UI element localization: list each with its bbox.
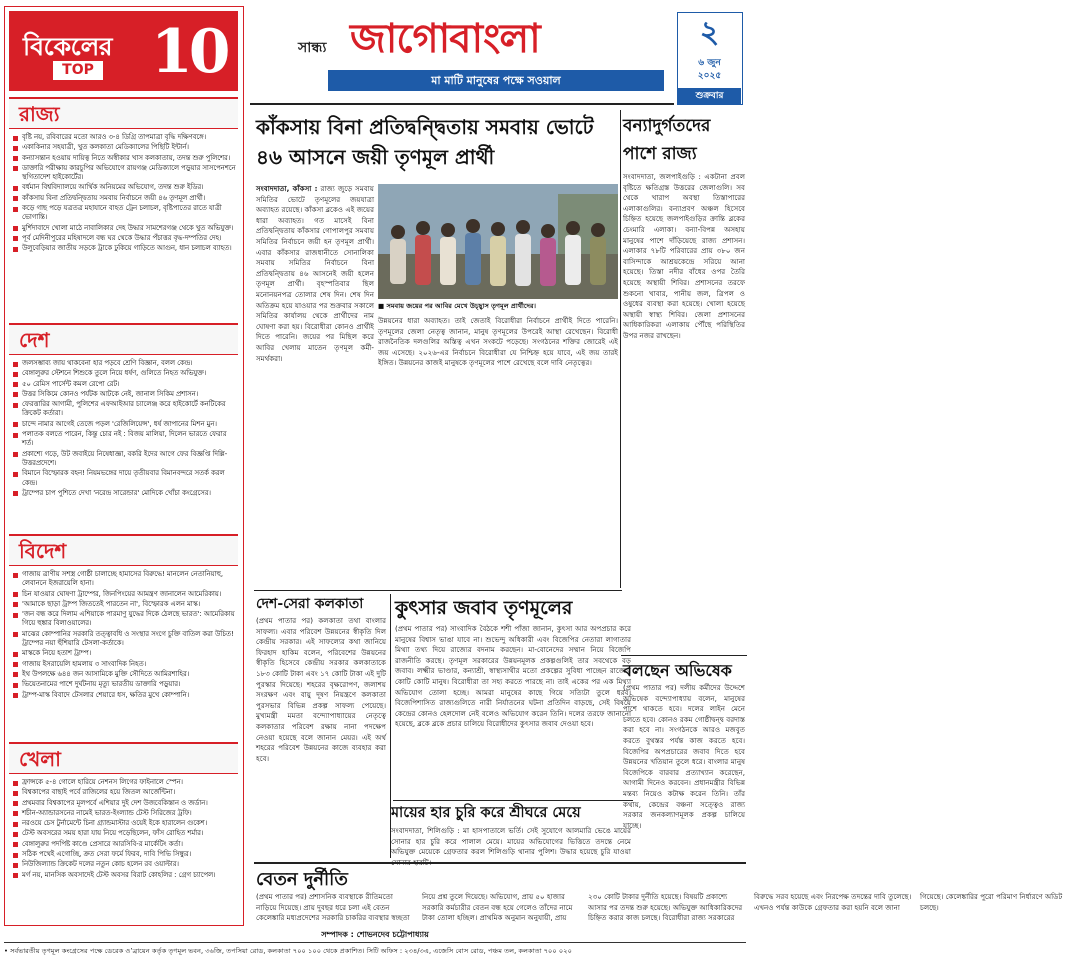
mother-headline[interactable]: মায়ের হার চুরি করে শ্রীঘরে মেয়ে [391,804,581,821]
date-weekday: শুক্রবার [678,88,741,104]
section-rule [621,655,747,656]
section-list-national [13,359,237,531]
news-item[interactable]: মাস্ককে নিয়ে হতাশ ট্রাম্প। [13,649,237,658]
section-list-state [13,133,237,321]
slander-body: (প্রথম পাতার পর) সাংবাদিক বৈঠকে শশী পাঁজা জানান, কুৎসা আর অপপ্রচার করে মানুষের বিশ্বাস ভাঙা যাবে না। শুভেন্দু অধিকারী এবং বিজেপির নেতারা লাগাতার মিথ্যা তথ্য দিয়ে রাজ্যের বদনাম করছেন। মা-বোনেদের সম্মান নিয়ে বিজেপি রাজনীতি করছে। তৃণমূল সরকারের উন্নয়নমূলক প্রকল্পগুলিই তার সবথেকে বড় জবাব। লক্ষ্মীর ভাণ্ডার, কন্যাশ্রী, স্বাস্থ্যসাথীর মতো প্রকল্পের সুবিধা পাচ্ছেন রাজ্যের কোটি কোটি মানুষ। বিরোধীরা তা সহ্য করতে পারছে না। তাই একের পর এক মিথ্যা অভিযোগ তোলা হচ্ছে। আমরা মানুষের কাছে গিয়ে সত্যিটা তুলে ধরব। বিজেপিশাসিত রাজ্যগুলিতে নারী নির্যাতনের ঘটনা প্রতিদিন বাড়ছে, সেই বিষয়ে কেন্দ্রের কোনও হেলদোল নেই বলেও অভিযোগ করেন তিনি। দলের তরফে জানানো হয়েছে, ব্লকে ব্লকে প্রচার চালিয়ে বিরোধীদের কুৎসার জবাব দেওয়া হবে। [395,624,631,729]
news-item[interactable]: টেস্ট অবসরের সময় হারা যায় নিয়ে পড়েছিলেন, ফাঁস রোহিত শর্মার। [13,829,237,838]
section-rule [393,800,633,801]
news-item[interactable]: সঠিক পথেই এগোচ্ছি, ক্রত সেরা ফর্মে ফিরব, দাবি পিভি সিন্ধুর। [13,850,237,859]
news-item[interactable]: কাঁকসায় বিনা প্রতিদ্বন্দ্বিতায় সমবায় নির্বাচনে জয়ী ৪৬ তৃণমূল প্রার্থী। [13,194,237,203]
top10-sidebar [4,6,244,926]
news-item[interactable]: শচীন-অ্যান্ডারসনের নামেই ভারত-ইংল্যান্ড টেস্ট সিরিজের ট্রফি। [13,809,237,818]
news-item[interactable]: বর্ধমান বিশ্ববিদ্যালয়ে আর্থিক অনিয়মের অভিযোগ, তদন্ত শুরু ইডির। [13,183,237,192]
section-rule [254,862,746,864]
news-item[interactable]: নিউজিল্যান্ড ক্রিকেট দলের নতুন কোচ হলেন রব ওয়াল্টার। [13,860,237,869]
salary-body: (প্রথম পাতার পর) প্রশাসনিক ব্যবস্থাকে রীতিমতো নাড়িয়ে দিয়েছে। প্রায় দুবছর ধরে চলা এই বেতন কেলেঙ্কারি মধ্যপ্রদেশের সরকারি চাকরির ব্যবস্থার স্বচ্ছতা নিয়ে প্রশ্ন তুলে দিয়েছে। অভিযোগ, প্রায় ৫০ হাজার সরকারি কর্মচারীর বেতন বন্ধ হয়ে গেলেও তাঁদের নামে টাকা তোলা হচ্ছিল। প্রাথমিক অনুমান অনুযায়ী, প্রায় ২৩০ কোটি টাকার দুর্নীতি হয়েছে। বিষয়টি প্রকাশ্যে আসার পর তদন্ত শুরু হয়েছে। অভিযুক্ত আধিকারিকদের চিহ্নিত করার কাজ চলছে। বিরোধীরা রাজ্য সরকারের বিরুদ্ধে সরব হয়েছে এবং নিরপেক্ষ তদন্তের দাবি তুলেছে। এখনও পর্যন্ত কাউকে গ্রেফতার করা হয়নি বলে জানা গিয়েছে। কেলেঙ্কারির পুরো পরিমাণ নির্ধারণে অডিট চলছে। [256,892,1063,923]
news-item[interactable]: ফ্রান্সকে ৫-৪ গোলে হারিয়ে নেশনস লিগের ফাইনালে স্পেন। [13,778,237,787]
section-list-foreign [13,570,237,738]
photo-caption: ■ সমবায় জয়ের পর আবির মেখে উচ্ছ্বাস তৃণমূল প্রার্থীদের। [378,299,618,313]
news-item[interactable]: পলাতক বলতে পারেন, কিন্তু চোর নই : বিজয় মালিয়া, দিলেন ভারতে ফেরার শর্ত। [13,430,237,449]
news-item[interactable]: উলুবেড়িয়ার জাতীয় সড়কে ট্রাকে ঢুকিয়ে গাড়িতে আগুন, ধান চলাচল ব্যাহত। [13,244,237,253]
news-item[interactable]: জলসম্ভাব্য জায় থাকবেনা হার পড়বে শ্রেণি বিজ্ঞান, বলল কেন্দ্র। [13,359,237,368]
masthead-title: জাগোবাংলা [350,15,540,62]
section-rule [254,590,622,591]
kolkata-headline[interactable]: দেশ-সেরা কলকাতা [256,596,364,612]
news-item[interactable]: বিশ্বকাপের বাছাই পর্বে রাজিলের হয়ে জিতল আর্জেন্টিনা। [13,788,237,797]
main-body-right: উন্নয়নের ধারা অব্যাহত। তাই জেতাই বিরোধীরা নির্বাচনে প্রার্থীই দিতে পারেনি। তৃণমূলের জেলা নেতৃত্ব জানান, মানুষ তৃণমূলের উপরেই আস্থা রেখেছেন। বিরোধী রাজনৈতিক দলগুলির অস্তিত্ব এখন সংকটে পড়েছে। সংগঠনের শক্তির জোরেই এই জয় এসেছে। ২০২৬-এর নির্বাচনে বিরোধীরা যে নিশ্চিহ্ন হয়ে যাবে, এই জয় তারই ইঙ্গিত। উন্নয়নের কাজই মানুষকে তৃণমূলের পাশে রেখেছে বলে দাবি নেতৃত্বের। [378,316,618,368]
news-item[interactable]: 'আমাকে ছাড়া ট্রাম্প জিততেই পারতেন না', বিস্ফোরক এলন মাস্ক। [13,600,237,609]
news-item[interactable]: বিমানে বিস্ফোরক বহন! নিয়মভঙ্গের দায়ে তৃতীয়বার বিমানবন্দরে সতর্ক করল কেন্দ্র। [13,469,237,488]
news-item[interactable]: পূর্ব মেদিনীপুরের মহিষাদলে বন্ধ ঘর থেকে উদ্ধার পঁচাত্তর বৃদ্ধ-দম্পতির দেহ। [13,234,237,243]
column-rule [620,110,621,588]
news-item[interactable]: প্রথমবার বিশ্বকাপের মূলপর্বে এশিয়ার দুই দেশ উজবেকিস্তান ও জর্ডান। [13,799,237,808]
news-item[interactable]: প্রকাশ্যে গড়ে, উট জবাইয়ে নিষেধাজ্ঞা, বকরি ইদের আগে ফের বিজ্ঞপ্তি দিল্লি-উত্তরপ্রদেশে। [13,450,237,469]
news-item[interactable]: ট্রাম্পের চাপ পুশিতে দেখা 'নরেন্দ্র সারেন্ডার' মোদিকে খোঁচা কংগ্রেসের। [13,489,237,498]
date-page-number: ২ [699,15,720,50]
section-head-state: রাজ্য [9,97,238,129]
kolkata-body: (প্রথম পাতার পর) কলকাতা তথা বাংলার সাফল্য। এবার পরিবেশ উন্নয়নের স্বীকৃতি দিল কেন্দ্রীয় সরকার। এই সাফল্যের কথা জানিয়ে ফিরহাদ হাকিম বলেন, পরিবেশের উন্নয়নের স্বীকৃতি হিসেবে কেন্দ্রীয় সরকার কলকাতাকে ১৮৩ কোটি টাকা এবং ১৭ কোটি টাকা এই দুটি পুরস্কার দিয়েছে। শহরের বৃক্ষরোপণ, জলাশয় সংরক্ষণ এবং বায়ু দূষণ নিয়ন্ত্রণে কলকাতা পুরসভার বিভিন্ন প্রকল্প সাফল্য পেয়েছে। মুখ্যমন্ত্রী মমতা বন্দ্যোপাধ্যায়ের নেতৃত্বে কলকাতার পরিবেশ রক্ষায় নানা পদক্ষেপ নেওয়া হয়েছে বলে জানান মেয়র। এই অর্থ শহরের পরিবেশ উন্নয়নের কাজে ব্যবহার করা হবে। [256,616,386,763]
news-item[interactable]: 'জন বন্ধ করে দিলাম এশিয়াকে পারমাণু যুদ্ধের দিকে ঠেলছে ভারত': আমেরিকায় গিয়ে হুঙ্কার বিলাওয়ালের। [13,610,237,629]
news-item[interactable]: চিন যাওয়ার ঘোষণা ট্রাম্পের, জিনপিংয়ের আমন্ত্রণ জানালেন আমেরিকায়। [13,590,237,599]
news-item[interactable]: ডাক্তারি পরীক্ষায় কারচুপির অভিযোগে রায়গঞ্জ মেডিক্যালে পড়ুয়ার সাসপেনশনে স্থগিতাদেশ হাইকোর্টের। [13,164,237,183]
news-item[interactable]: চান্দে নামার আগেই তেজে পড়ল 'রেজিলিয়েন্স', ধর্ষ জাপানের মিশন মুন। [13,420,237,429]
footer-editor: সম্পাদক : শোভনদেব চট্টোপাধ্যায় [321,930,429,939]
banner-number: 10 [151,17,227,87]
banner-title: বিকেলের [23,32,113,61]
footer-imprint: • সর্বভারতীয় তৃণমূল কংগ্রেসের পক্ষে ডেরেক ও’ব্রায়েন কর্তৃক তৃণমূল ভবন, ৩৬জি, তপসিয়া রোড, কলকাতা ৭০০ ১০০ থেকে প্রকাশিত। সিটি অফিস : ২৩৪/৩এ, এজেসি বোস রোড, পঞ্চম তল, কলকাতা ৭০০ ০২০ [4,942,746,958]
news-item[interactable]: নরওয়ে চেস টুর্নামেন্টে চিনা গ্র্যান্ডমাস্টার ওয়েই ইকে হারালেন গুকেশ। [13,819,237,828]
flood-headline[interactable]: বন্যাদুর্গতদের পাশে রাজ্য [623,116,711,164]
masthead-tagline: মা মাটি মানুষের পক্ষে সওয়াল [328,70,664,91]
mother-body: সংবাদদাতা, শিলিগুড়ি : মা হাসপাতালে ভর্তি। সেই সুযোগে আলমারি ভেঙে মায়ের সোনার হার চুরি করে পালাল মেয়ে। মায়ের অভিযোগের ভিত্তিতে তদন্তে নেমে অভিযুক্ত মেয়েকে গ্রেফতার করল শিলিগুড়ি থানার পুলিশ। উদ্ধার হয়েছে চুরি যাওয়া [391,826,631,857]
salary-headline[interactable]: বেতন দুর্নীতি [256,869,348,890]
section-head-sports: খেলা [9,742,238,774]
advice-body: (প্রথম পাতার পর) দলীয় কর্মীদের উদ্দেশে অভিষেক বন্দ্যোপাধ্যায় বলেন, মানুষের পাশে থাকতে হবে। দলের লাইন মেনে চলতে হবে। কোনও রকম গোষ্ঠীদ্বন্দ্ব বরদাস্ত করা হবে না। সংগঠনকে আরও মজবুত করতে বুথস্তর পর্যন্ত কাজ করতে হবে। বিজেপির অপপ্রচারের জবাব দিতে হবে উন্নয়নের খতিয়ান তুলে ধরে। বাংলার মানুষ বিজেপিকে বারবার প্রত্যাখ্যান করেছেন, আগামী দিনেও করবেন। প্রধানমন্ত্রীর বিভিন্ন মন্তব্য নিয়েও কটাক্ষ করেন তিনি। তাঁর কথায়, কেন্দ্রের বঞ্চনা সত্ত্বেও রাজ্য সরকার জনকল্যাণমূলক প্রকল্প চালিয়ে যাচ্ছে। [623,683,745,830]
news-item[interactable]: গাজায় ইসরায়েলি হামলায় ৩ সাংবাদিক নিহত। [13,660,237,669]
news-item[interactable]: কড়ে গাছ পড়ে যত্রতত্র মহাযানে বাহত ট্রেন চলাচল, বৃষ্টিপাতের রাতে যাত্রী ভোগান্তি। [13,204,237,223]
news-item[interactable]: কন্যাসন্তান হওয়ায় দায়িত্ব নিতে অস্বীকার খাস কলকাতায়, তদন্ত শুরু পুলিশের। [13,154,237,163]
section-list-sports [13,778,237,922]
slander-headline[interactable]: কুৎসার জবাব তৃণমূলের [395,597,573,619]
news-item[interactable]: একাকিনার সহযাত্রী, খুত কলকাতা মেডিক্যালের পিছিটি ইন্টার্ন। [13,143,237,152]
main-headline[interactable]: কাঁকসায় বিনা প্রতিদ্বন্দ্বিতায় সমবায় ভোটে ৪৬ আসনে জয়ী তৃণমূল প্রার্থী [256,115,594,169]
news-item[interactable]: ৫০ রেমিস পার্সেন্ট কমল রেপো রেট। [13,380,237,389]
flood-body: সংবাদদাতা, জলপাইগুড়ি : একটানা প্রবল বৃষ্টিতে ক্ষতিগ্রস্ত উত্তরের জেলাগুলি। সব থেকে খারাপ অবস্থা তিস্তাপারের এলাকাগুলির। বন্যাপ্রবণ অঞ্চল হিসেবে চিহ্নিত হয়েছে জলপাইগুড়ির ক্রান্তি ব্লকের চেংমারি এলাকা। বন্যা-বিপন্ন অসহায় মানুষের পাশে দাঁড়িয়েছে রাজ্য প্রশাসন। এলাকার ৭৮টি পরিবারের প্রায় ৩৮০ জন বাসিন্দাকে আশ্রয়কেন্দ্রে সরিয়ে আনা হয়েছে। তিস্তা নদীর বাঁধের ওপর তৈরি হয়েছে অস্থায়ী শিবির। প্রশাসনের তরফে শুকনো খাবার, পানীয় জল, ত্রিপল ও ওষুধের ব্যবস্থা করা হয়েছে। খোলা হয়েছে অস্থায়ী স্বাস্থ্য শিবির। জেলা প্রশাসনের আধিকারিকরা এলাকায় পৌঁছে পরিস্থিতির উপর নজর রাখছেন। [623,172,745,340]
banner-subtitle: TOP [53,61,103,80]
news-item[interactable]: মুর্শিদাবাদে খোলা মাঠে নাবালিকার দেহ উদ্ধার সামশেরগঞ্জ থেকে খুত অভিযুক্ত। [13,224,237,233]
news-item[interactable]: উত্তর সিকিমে কোনও পর্যটক আটকে নেই, জানাল সিকিম প্রশাসন। [13,390,237,399]
news-item[interactable]: ভিয়েতনামের পাশে দুর্ঘটনায় মৃত্যু ভারতীয় ডাক্তারি পড়ুয়ার। [13,680,237,689]
news-item[interactable]: গাজায় ত্রাণীয় সশস্ত্র গোষ্ঠী চালাচ্ছে হামাসের বিরুদ্ধে! মানলেন নেতানিয়াহু, লেবাননে ইজরায়েলি হানা। [13,570,237,589]
top10-banner [9,11,238,91]
date-box [677,12,743,105]
news-item[interactable]: মর্গ নয়, মানসিক অবসাদেই টেস্ট অবসর বিরাট কোহলির : গ্রেগ চ্যাপেল। [13,871,237,880]
news-item[interactable]: ফেরত্তারির আগামী, পুলিশের এফআইআর চ্যালেঞ্জ করে হাইকোর্টে কনটিকের ক্রিকেট কর্তারা। [13,400,237,419]
photo-image [378,184,618,299]
main-photo[interactable] [378,184,618,299]
news-item[interactable]: মাঝের কোম্পানির সরকারি তত্ত্বাবধি ও সংস্থার সংগে চুক্তি বাতিল করা উচিত! ট্রাম্পের নয়া হুঁশিয়ারি টেসলা-কর্তাকে। [13,630,237,649]
news-item[interactable]: ট্রাম্প-মাস্ক বিবাদে টেসলার শেয়ারে ধস, ক্ষতির মুখে কোম্পানি। [13,691,237,700]
section-head-foreign: বিদেশ [9,534,238,566]
news-item[interactable]: বেঙ্গালুরুর স্টেশনে শিশুকে তুলে নিয়ে ধর্ষণ, গুলিতে নিহত অভিযুক্ত। [13,369,237,378]
main-body-left: সংবাদদাতা, কাঁকসা : রাজ্য জুড়ে সমবায় সমিতির ভোটে তৃণমূলের জয়যাত্রা অব্যাহত রয়েছে। কাঁকসা ব্লকেও এই জয়ের ধারা অব্যাহত। গত মাসেই বিনা প্রতিদ্বন্দ্বিতায় কাঁকসার গোপালপুর সমবায় সমিতির নির্বাচনে জয়ী হন তৃণমূল প্রার্থী। এবার কাঁকসার রাজধানীতে সোনালিকা সমবায় সমিতির নির্বাচনে বিনা প্রতিদ্বন্দ্বিতায় ৪৬ আসনেই জয়ী হলেন তৃণমূল প্রার্থী। বৃহস্পতিবার ছিল মনোনয়নপত্র তোলার শেষ দিন। শেষ দিন অতিক্রম হয়ে যাওয়ার পর শুক্রবার সকালে সমিতির কার্যালয় থেকে প্রার্থীদের নাম ঘোষণা করা হয়। বিরোধীরা কোনও প্রার্থীই দিতে পারেনি। জয়ের পর মিছিল করে আবির খেলায় মাতেন তৃণমূল কর্মী-সমর্থকরা। [256,184,374,363]
news-item[interactable]: বৃষ্টি নয়, রবিবারের মতো আরও ৩-৪ ডিগ্রি তাপমাত্রা বৃদ্ধি দক্ষিণবঙ্গে। [13,133,237,142]
date-text: ৬ জুন ২০২৫ [697,58,722,81]
masthead-rule [250,103,674,105]
masthead-prefix: সান্ধ্য [298,40,327,56]
news-item[interactable]: ইথ উপলক্ষে ৬৪৪ জন আসামিকে মুক্তি সৌদিতে আমিরশাহির। [13,670,237,679]
news-item[interactable]: বেঙ্গালুরুর পদপিষ্ট কাণ্ডে প্রেসারে আরসিবি-র মার্কেটিং কর্তা। [13,840,237,849]
section-head-national: দেশ [9,323,238,355]
advice-headline[interactable]: বলছেন অভিষেক [623,661,732,680]
